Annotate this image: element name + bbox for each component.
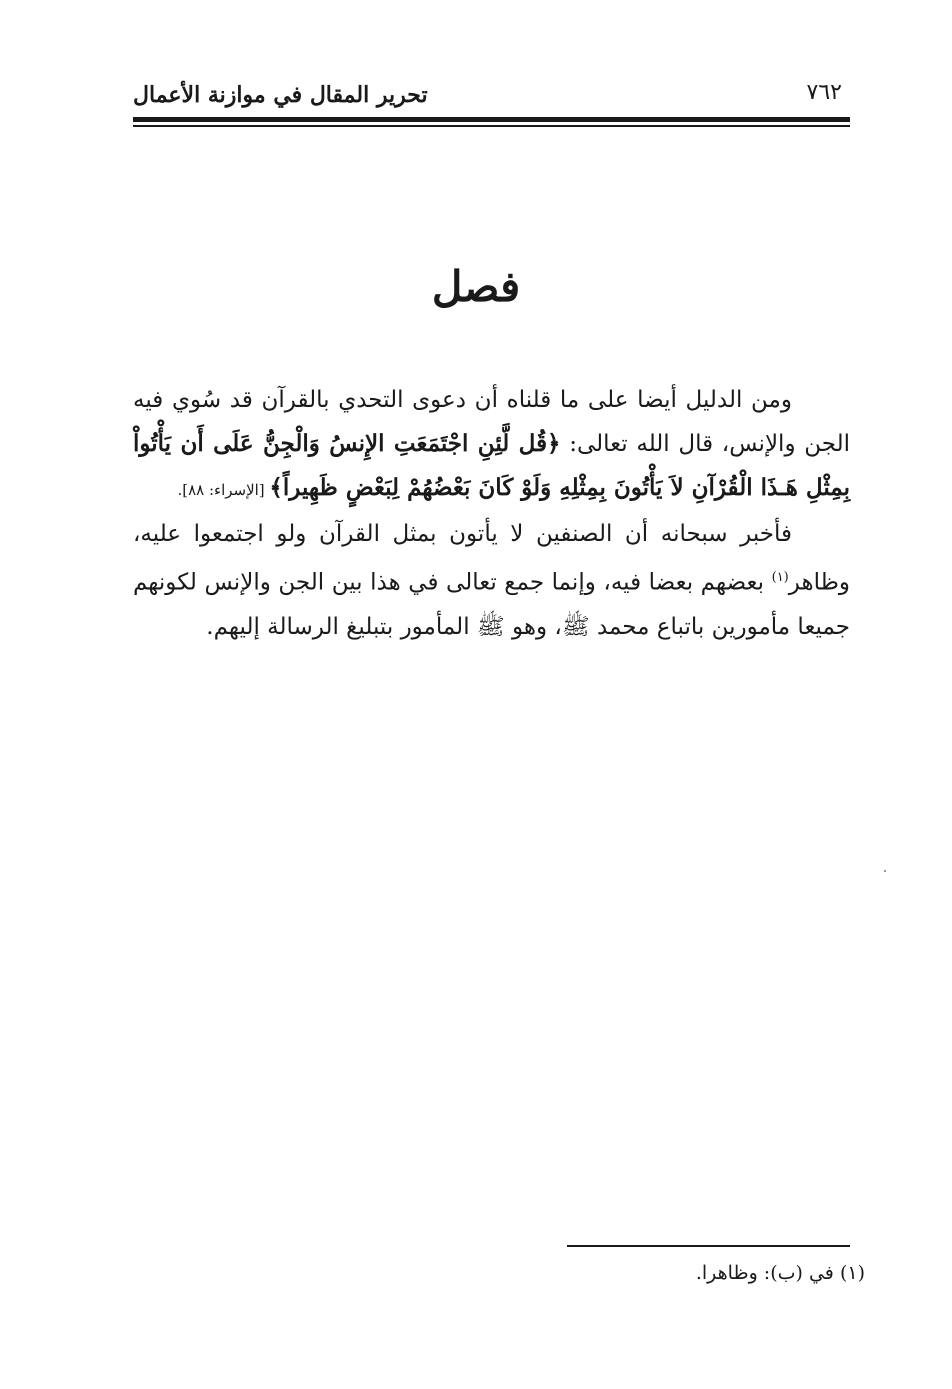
body-text [133,378,850,649]
header-rule-thin [133,125,850,127]
footnote-marker[interactable]: (١) [771,570,789,585]
paragraph-1 [133,378,850,512]
footnote-1 [133,1262,865,1284]
chapter-title: فصل [431,262,521,311]
footnote-number: (١) [839,1262,865,1284]
paragraph-1-lead: ومن الدليل أيضا على ما قلناه أن دعوى التحدي بالقرآن قد سُوي فيه الجن والإنس، قال الله تعالى: [133,387,850,457]
paragraph-2 [133,512,850,649]
footnote-rule [567,1245,850,1247]
header-rule-thick [133,117,850,122]
paragraph-2-tail: بعضهم بعضا فيه، وإنما جمع تعالى في هذا بين الجن والإنس لكونهم جميعا مأمورين باتباع محمد ﷺ، وهو ﷺ المأمور بتبليغ الرسالة إليهم. [133,569,850,640]
footnote-text: في (ب): وظاهرا. [695,1262,834,1284]
scan-speck [884,870,886,872]
running-header [133,80,850,116]
page-number: ٧٦٢ [806,80,842,105]
book-title: تحرير المقال في موازنة الأعمال [133,82,428,108]
quran-verse: ﴿قُل لَّئِنِ اجْتَمَعَتِ الإِنسُ وَالْجِنُّ عَلَى أَن يَأْتُواْ بِمِثْلِ هَـذَا الْقُرْآنِ لاَ يَأْتُونَ بِمِثْلِهِ وَلَوْ كَانَ بَعْضُهُمْ لِبَعْضٍ ظَهِيراً﴾ [133,430,850,501]
paragraph-2-lead: فأخبر سبحانه أن الصنفين لا يأتون بمثل القرآن ولو اجتمعوا عليه، وظاهر [133,521,850,596]
verse-reference: [الإسراء: ٨٨]. [177,481,270,499]
